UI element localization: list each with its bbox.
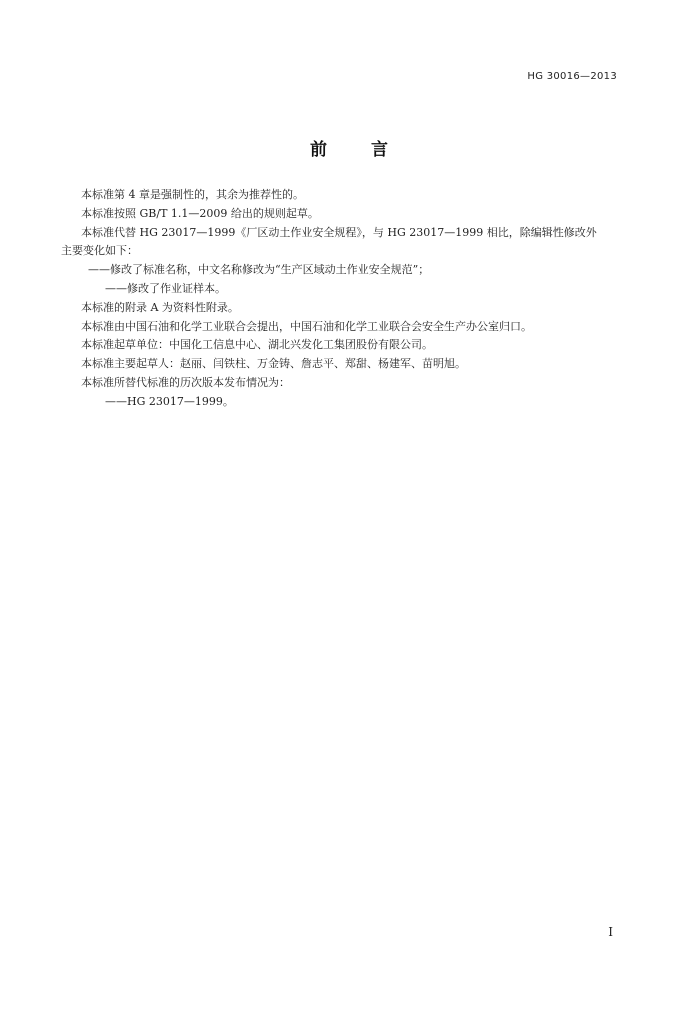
paragraph-history: 本标准所替代标准的历次版本发布情况为： [81,375,290,389]
paragraph-replaces-standard: 本标准代替 HG 23017—1999《厂区动土作业安全规程》，与 HG 23017—1999 相比，除编辑性修改外 [81,225,597,239]
paragraph-mandatory-chapter: 本标准第 4 章是强制性的，其余为推荐性的。 [81,188,304,201]
paragraph-drafting-rules: 本标准按照 GB/T 1.1—2009 给出的规则起草。 [81,206,319,220]
list-item-history-version: ——HG 23017—1999。 [105,394,234,408]
standard-number: HG 30016—2013 [527,71,617,82]
list-item-change-name: ——修改了标准名称，中文名称修改为“生产区域动土作业安全规范”； [88,263,430,277]
paragraph-proposed-by: 本标准由中国石油和化学工业联合会提出，中国石油和化学工业联合会安全生产办公室归口。 [81,319,532,333]
page-number: I [608,925,613,939]
paragraph-main-changes: 主要变化如下： [61,244,138,258]
paragraph-drafting-units: 本标准起草单位：中国化工信息中心、湖北兴发化工集团股份有限公司。 [81,338,433,352]
foreword-body [61,186,631,412]
paragraph-drafters: 本标准主要起草人：赵丽、闫铁柱、万金铸、詹志平、郑甜、杨建军、苗明旭。 [81,357,466,371]
list-item-change-sample: ——修改了作业证样本。 [105,281,226,295]
paragraph-appendix: 本标准的附录 A 为资料性附录。 [81,300,239,314]
page-title: 前言 [310,140,432,160]
